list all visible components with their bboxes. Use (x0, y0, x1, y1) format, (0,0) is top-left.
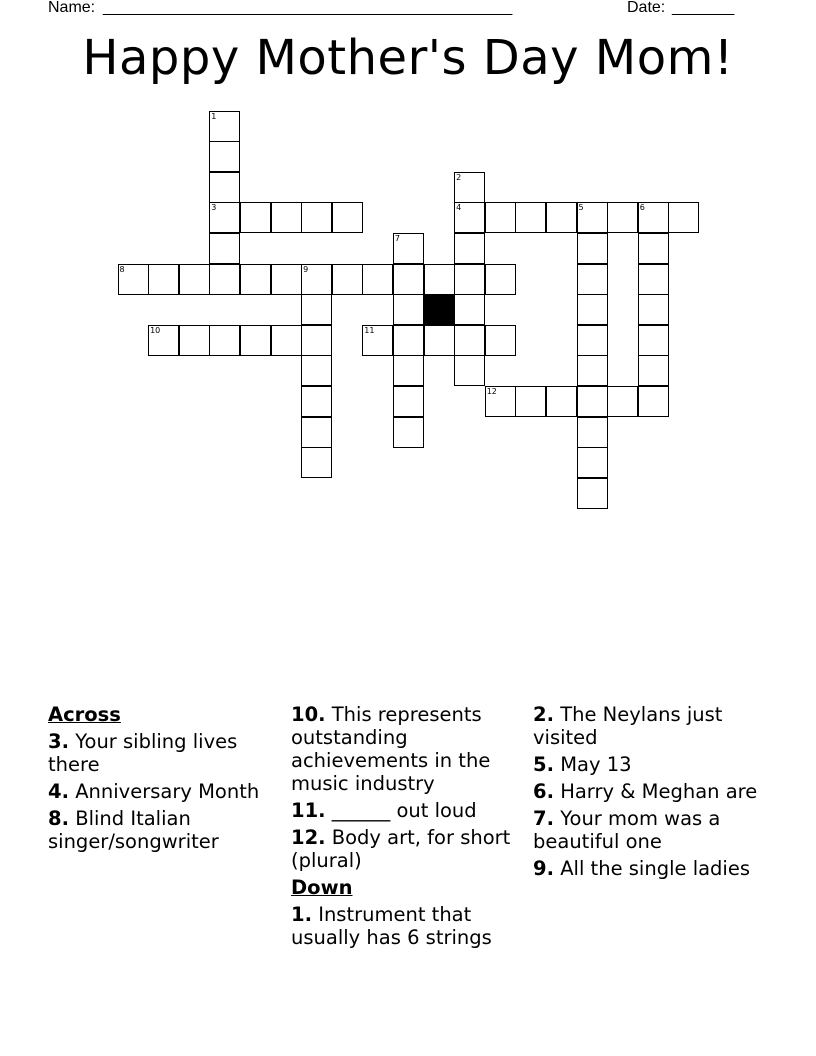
grid-cell[interactable] (607, 202, 638, 233)
grid-cell[interactable] (393, 233, 424, 264)
grid-cell[interactable] (454, 264, 485, 295)
grid-cell[interactable] (301, 325, 332, 356)
grid-cell[interactable] (454, 294, 485, 325)
grid-cell[interactable] (148, 325, 179, 356)
grid-cell[interactable] (240, 202, 271, 233)
cell-number: 12 (486, 386, 497, 396)
clue-number: 9. (533, 857, 554, 880)
grid-cell[interactable] (454, 355, 485, 386)
name-blank[interactable]: ______________________________________________ (103, 0, 513, 16)
clues-column-1 (48, 703, 278, 857)
grid-cell[interactable] (485, 386, 516, 417)
grid-cell[interactable] (515, 386, 546, 417)
grid-cell[interactable] (638, 386, 669, 417)
grid-cell[interactable] (393, 355, 424, 386)
clue-text: Body art, for short (plural) (291, 826, 511, 872)
grid-cell[interactable] (454, 325, 485, 356)
cell-number: 11 (364, 325, 375, 335)
black-square (424, 294, 455, 325)
clue-number: 11. (291, 799, 326, 822)
grid-cell[interactable] (546, 386, 577, 417)
grid-cell[interactable] (577, 233, 608, 264)
grid-cell[interactable] (209, 325, 240, 356)
grid-cell[interactable] (577, 386, 608, 417)
grid-cell[interactable] (209, 111, 240, 142)
cell-number: 3 (211, 203, 217, 213)
clue-down-7 (533, 807, 763, 853)
cell-number: 2 (456, 172, 462, 182)
clue-down-5 (533, 753, 763, 776)
grid-cell[interactable] (148, 264, 179, 295)
clue-text: This represents outstanding achievements in the music industry (291, 703, 491, 795)
grid-cell[interactable] (301, 264, 332, 295)
clue-across-11 (291, 799, 521, 822)
date-blank[interactable]: _______ (672, 0, 735, 16)
grid-cell[interactable] (577, 355, 608, 386)
grid-cell[interactable] (271, 202, 302, 233)
clue-number: 10. (291, 703, 326, 726)
clue-down-9 (533, 857, 763, 880)
grid-cell[interactable] (301, 417, 332, 448)
grid-cell[interactable] (638, 202, 669, 233)
grid-cell[interactable] (454, 233, 485, 264)
clue-number: 1. (291, 903, 312, 926)
grid-cell[interactable] (454, 202, 485, 233)
grid-cell[interactable] (638, 355, 669, 386)
grid-cell[interactable] (301, 355, 332, 386)
grid-cell[interactable] (301, 202, 332, 233)
clue-text: Your mom was a beautiful one (533, 807, 721, 853)
cell-number: 4 (456, 203, 462, 213)
grid-cell[interactable] (577, 264, 608, 295)
grid-cell[interactable] (638, 325, 669, 356)
grid-cell[interactable] (515, 202, 546, 233)
grid-cell[interactable] (332, 202, 363, 233)
grid-cell[interactable] (424, 325, 455, 356)
clue-across-4 (48, 780, 278, 803)
clue-text: ______ out loud (331, 799, 477, 822)
grid-cell[interactable] (485, 202, 516, 233)
grid-cell[interactable] (393, 294, 424, 325)
grid-cell[interactable] (668, 202, 699, 233)
grid-cell[interactable] (393, 264, 424, 295)
name-label: Name: (48, 0, 96, 16)
clue-number: 7. (533, 807, 554, 830)
grid-cell[interactable] (362, 264, 393, 295)
grid-cell[interactable] (209, 233, 240, 264)
clue-number: 4. (48, 780, 69, 803)
grid-cell[interactable] (577, 202, 608, 233)
cell-number: 5 (578, 203, 584, 213)
grid-cell[interactable] (118, 264, 149, 295)
cell-number: 10 (150, 325, 161, 335)
clue-across-8 (48, 807, 278, 853)
grid-cell[interactable] (393, 417, 424, 448)
grid-cell[interactable] (209, 141, 240, 172)
cell-number: 1 (211, 111, 217, 121)
grid-cell[interactable] (577, 417, 608, 448)
cell-number: 7 (394, 233, 400, 243)
grid-cell[interactable] (546, 202, 577, 233)
clue-number: 6. (533, 780, 554, 803)
cell-number: 9 (303, 264, 309, 274)
grid-cell[interactable] (638, 233, 669, 264)
clue-text: Blind Italian singer/songwriter (48, 807, 219, 853)
clue-across-10 (291, 703, 521, 795)
clue-number: 12. (291, 826, 326, 849)
grid-cell[interactable] (240, 325, 271, 356)
grid-cell[interactable] (485, 325, 516, 356)
clue-across-3 (48, 730, 278, 776)
grid-cell[interactable] (301, 294, 332, 325)
page-title: Happy Mother's Day Mom! (82, 30, 734, 86)
clue-across-12 (291, 826, 521, 872)
down-heading: Down (291, 876, 353, 899)
grid-cell[interactable] (209, 264, 240, 295)
clue-text: All the single ladies (560, 857, 751, 880)
clue-number: 2. (533, 703, 554, 726)
clue-number: 5. (533, 753, 554, 776)
grid-cell[interactable] (638, 264, 669, 295)
grid-cell[interactable] (301, 447, 332, 478)
clue-down-2 (533, 703, 763, 749)
cell-number: 8 (119, 264, 125, 274)
grid-cell[interactable] (301, 386, 332, 417)
grid-cell[interactable] (362, 325, 393, 356)
clue-down-1 (291, 903, 521, 949)
grid-cell[interactable] (240, 264, 271, 295)
clue-text: Anniversary Month (75, 780, 260, 803)
grid-cell[interactable] (271, 264, 302, 295)
grid-cell[interactable] (393, 386, 424, 417)
grid-cell[interactable] (209, 202, 240, 233)
grid-cell[interactable] (577, 294, 608, 325)
grid-cell[interactable] (485, 264, 516, 295)
clue-number: 3. (48, 730, 69, 753)
grid-cell[interactable] (577, 478, 608, 509)
grid-cell[interactable] (607, 386, 638, 417)
grid-cell[interactable] (638, 294, 669, 325)
clue-text: Harry & Meghan are (560, 780, 758, 803)
grid-cell[interactable] (424, 264, 455, 295)
grid-cell[interactable] (577, 325, 608, 356)
grid-cell[interactable] (179, 264, 210, 295)
cell-number: 6 (639, 203, 645, 213)
clue-text: The Neylans just visited (533, 703, 723, 749)
grid-cell[interactable] (393, 325, 424, 356)
clue-text: Instrument that usually has 6 strings (291, 903, 492, 949)
clue-text: May 13 (560, 753, 632, 776)
clue-down-6 (533, 780, 763, 803)
grid-cell[interactable] (332, 264, 363, 295)
grid-cell[interactable] (271, 325, 302, 356)
date-label: Date: (627, 0, 666, 16)
grid-cell[interactable] (577, 447, 608, 478)
clues-column-2 (291, 703, 521, 953)
clues-column-3 (533, 703, 763, 884)
clue-text: Your sibling lives there (48, 730, 238, 776)
grid-cell[interactable] (179, 325, 210, 356)
across-heading: Across (48, 703, 121, 726)
clue-number: 8. (48, 807, 69, 830)
grid-cell[interactable] (209, 172, 240, 203)
grid-cell[interactable] (454, 172, 485, 203)
